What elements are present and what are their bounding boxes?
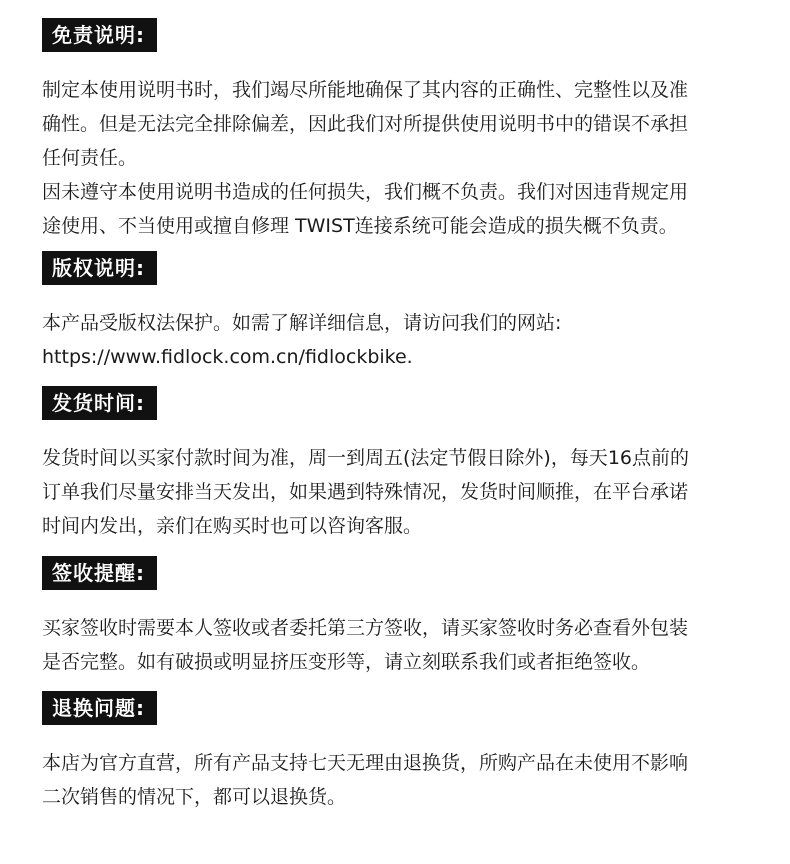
shipping-line: 发货时间以买家付款时间为准，周一到周五(法定节假日除外)，每天16点前的	[42, 447, 690, 469]
copyright-website-link[interactable]: https://www.fidlock.com.cn/fidlockbike.	[42, 346, 413, 368]
delivery-line: 是否完整。如有破损或明显挤压变形等，请立刻联系我们或者拒绝签收。	[42, 651, 651, 673]
shipping-heading: 发货时间:	[42, 386, 157, 420]
shipping-body	[42, 441, 760, 543]
shipping-section	[42, 386, 760, 543]
disclaimer-heading: 免责说明:	[42, 18, 157, 52]
returns-heading: 退换问题:	[42, 691, 157, 725]
copyright-heading: 版权说明:	[42, 251, 157, 285]
disclaimer-line: 因未遵守本使用说明书造成的任何损失，我们概不负责。我们对因违背规定用	[42, 181, 689, 203]
delivery-section	[42, 556, 760, 679]
returns-line: 二次销售的情况下，都可以退换货。	[42, 786, 347, 808]
disclaimer-line: 途使用、不当使用或擅自修理 TWIST连接系统可能会造成的损失概不负责。	[42, 215, 678, 237]
returns-line: 本店为官方直营，所有产品支持七天无理由退换货，所购产品在未使用不影响	[42, 752, 689, 774]
delivery-body	[42, 611, 760, 679]
copyright-line: 本产品受版权法保护。如需了解详细信息，请访问我们的网站:	[42, 312, 562, 334]
delivery-line: 买家签收时需要本人签收或者委托第三方签收，请买家签收时务必查看外包装	[42, 617, 689, 639]
disclaimer-line: 制定本使用说明书时，我们竭尽所能地确保了其内容的正确性、完整性以及准	[42, 79, 689, 101]
returns-body	[42, 746, 760, 814]
disclaimer-section	[42, 18, 760, 243]
delivery-heading: 签收提醒:	[42, 556, 157, 590]
shipping-line: 订单我们尽量安排当天发出，如果遇到特殊情况，发货时间顺推，在平台承诺	[42, 481, 689, 503]
copyright-body	[42, 306, 760, 374]
disclaimer-line: 任何责任。	[42, 147, 138, 169]
disclaimer-body	[42, 73, 760, 243]
shipping-line: 时间内发出，亲们在购买时也可以咨询客服。	[42, 515, 423, 537]
copyright-section	[42, 251, 760, 374]
disclaimer-line: 确性。但是无法完全排除偏差，因此我们对所提供使用说明书中的错误不承担	[42, 113, 689, 135]
returns-section	[42, 691, 760, 814]
